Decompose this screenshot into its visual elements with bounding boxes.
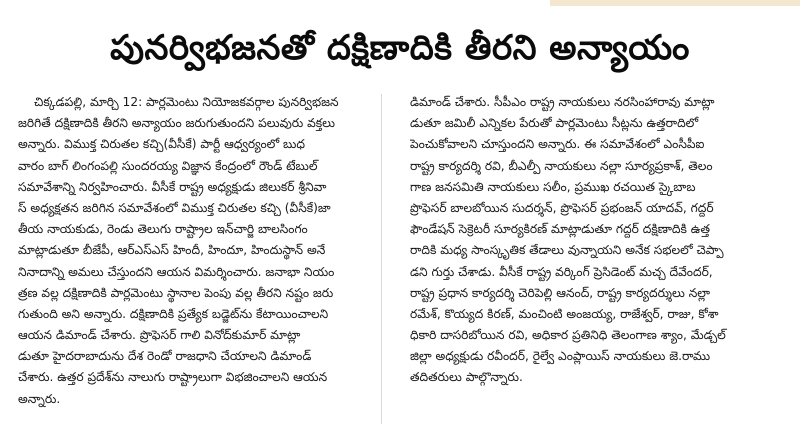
- body-line: అన్నారు.: [18, 391, 61, 406]
- body-line: ప్రొఫెసర్ బాలబోయిన సుదర్శన్, ప్రొఫెసర్ ప్రభంజన్ యాదవ్, గద్దర్: [410, 200, 714, 215]
- body-line: సమావేశాన్ని నిర్వహించారు. వీసీకే రాష్ట్ర అధ్యక్షుడు జిలుకర్ శ్రీనివా: [18, 179, 327, 194]
- body-line: తీయ నాయకుడు, రెండు తెలుగు రాష్ట్రాల ఇన్‌చార్జి బాలసింగం: [18, 222, 308, 237]
- body-line: త్రణ వల్ల దక్షిణాదికి పార్లమెంటు స్థానాల పెంపు వల్ల తీరని నష్టం జరు: [18, 285, 334, 300]
- body-line: నినాదాన్ని అమలు చేస్తుందని ఆయన విమర్శించారు. జనాభా నియం: [18, 264, 335, 279]
- body-line: జిల్లా అధ్యక్షుడు రవీందర్, రైల్వే ఎంప్లాయిస్ నాయకులు జె.రాము: [410, 349, 711, 364]
- article-left-column: [18, 92, 390, 437]
- article-body: [18, 92, 782, 437]
- body-line: డుతూ జమిలీ ఎన్నికల పేరుతో పార్లమెంటు సీట్లను ఉత్తరాదిలో: [410, 116, 699, 131]
- body-line: జరిగితే దక్షిణాదికి తీరని అన్యాయం జరుగుతుందని పలువురు వక్తలు: [18, 116, 335, 131]
- body-line: చిక్కడపల్లి, మార్చి 12: పార్లమెంటు నియోజకవర్గాల పునర్విభజన: [34, 95, 339, 109]
- body-line: ధికారి దాసరిబోయిన రవి, అధికార ప్రతినిధి తెలంగాణ శ్యాం, మేడ్చల్: [410, 328, 726, 343]
- body-line: రాదికి మధ్య సాంస్కృతిక తేడాలు వున్నాయని అనేక సభలలో చెప్పా: [410, 243, 724, 258]
- body-line: అన్నారు. విముక్త చిరుతల కచ్చి(వీసీకే) పార్టీ ఆధ్వర్యంలో బుధ: [18, 137, 305, 152]
- body-line: డని గుర్తు చేశాడు. వీసీకే రాష్ట్ర వర్కింగ్ ప్రెసిడెంట్ మచ్చ దేవేందర్,: [410, 264, 713, 279]
- body-line: గాణ జనసమితి నాయకులు సలీం, ప్రముఖ రచయిత స్కైబాబ: [410, 179, 696, 194]
- body-line: రాష్ట్ర ప్రధాన కార్యదర్శి చెరిపెల్లి ఆనంద్, రాష్ట్ర కార్యదర్శులు నల్లా: [410, 285, 711, 300]
- body-line: ఆయన డిమాండ్ చేశారు. ప్రొఫెసర్ గాలి వినోద్‌కుమార్ మాట్లా: [18, 328, 301, 343]
- body-line: రాష్ట్ర కార్యదర్శి రవి, బీఎల్పీ నాయకులు నల్లా సూర్యప్రకాశ్, తెలం: [410, 158, 713, 173]
- body-line: రమేశ్, కొయ్యద కిరణ్, మంచింటి అంజయ్య, రాజేశ్వర్, రాజు, కోశా: [410, 306, 719, 321]
- body-line: పెంచుకోవాలని చూస్తుందని అన్నారు. ఈ సమావేశంలో ఎంసీపీఐ: [410, 137, 705, 152]
- body-line: తదితరులు పాల్గొన్నారు.: [410, 370, 523, 385]
- body-line: చేశారు. ఉత్తర ప్రదేశ్‌ను నాలుగు రాష్ట్రాలుగా విభజించాలని ఆయన: [18, 370, 328, 385]
- body-line: డిమాండ్ చేశారు. సీపీఎం రాష్ట్ర నాయకులు నరసింహారావు మాట్లా: [410, 95, 715, 109]
- article-right-column: [410, 92, 782, 437]
- top-corner-tab: [550, 0, 800, 6]
- article-headline: పునర్విభజనతో దక్షిణాదికి తీరని అన్యాయం: [110, 28, 690, 68]
- body-line: మాట్లాడుతూ బీజేపీ, ఆర్ఎస్ఎస్ హిందీ, హిందూ, హిందుస్థాన్ అనే: [18, 243, 326, 258]
- body-line: డుతూ హైదరాబాదును దేశ రెండో రాజధాని చేయాలని డిమాండ్: [18, 349, 312, 364]
- body-line: వారం బాగ్ లింగంపల్లి సుందరయ్య విజ్ఞాన కేంద్రంలో రౌండ్ టేబుల్: [18, 158, 318, 173]
- body-line: గుతుంది అని అన్నారు. దక్షిణాదికి ప్రత్యేక బడ్జెట్‌ను కేటాయించాలని: [18, 306, 329, 321]
- body-line: ఫౌండేషన్ సెక్రెటరీ సూర్యకిరణ్ మాట్లాడుతూ గద్దర్ దక్షిణాదికి ఉత్త: [410, 222, 710, 237]
- body-line: స్ అధ్యక్షతన జరిగిన సమావేశంలో విముక్త చిరుతల కచ్చి (వీసీకే)జా: [18, 200, 331, 215]
